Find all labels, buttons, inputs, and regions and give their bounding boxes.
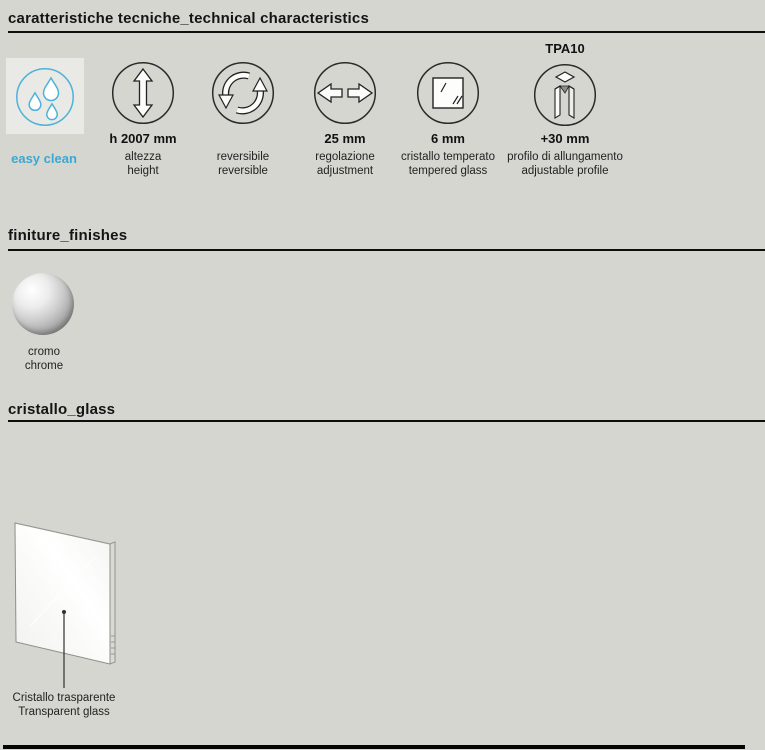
feature-extension-profile — [490, 34, 640, 194]
feature-label-it: cristallo temperato — [401, 151, 495, 163]
feature-label-en: adjustable profile — [521, 164, 609, 177]
glass-labels — [4, 692, 124, 719]
height-double-arrow-icon — [111, 61, 175, 125]
feature-value: 6 mm — [431, 131, 465, 146]
finish-label-it: cromo — [28, 346, 60, 358]
feature-label-it: profilo di allungamento — [507, 151, 623, 163]
glass-label-it: Cristallo trasparente — [12, 692, 116, 704]
finishes-section-divider — [8, 249, 765, 251]
feature-value: +30 mm — [540, 131, 590, 146]
feature-label-it: easy clean — [11, 151, 77, 166]
technical-section-divider — [8, 31, 765, 33]
adjustment-horizontal-arrows-icon — [313, 61, 377, 125]
extension-profile-icon — [533, 63, 597, 127]
glass-section-divider — [8, 420, 765, 422]
feature-label-en: height — [127, 164, 159, 177]
finishes-section-title: finiture_finishes — [8, 227, 128, 244]
feature-label-en: adjustment — [316, 164, 374, 177]
transparent-glass-panel — [8, 518, 120, 690]
feature-label-it: regolazione — [315, 151, 375, 163]
chrome-finish-swatch — [12, 273, 74, 335]
glass-section-title: cristallo_glass — [8, 401, 116, 418]
reversible-rotation-icon — [211, 61, 275, 125]
feature-label-it: reversibile — [216, 151, 270, 163]
feature-label-en: reversible — [218, 164, 268, 177]
feature-label-en: tempered glass — [408, 164, 488, 177]
tempered-glass-pane-icon — [416, 61, 480, 125]
easy-clean-drops-icon — [15, 67, 75, 127]
glass-label-en: Transparent glass — [18, 705, 110, 718]
profile-code: TPA10 — [545, 41, 585, 56]
feature-value: h 2007 mm — [109, 131, 177, 146]
finish-labels — [0, 346, 104, 373]
feature-label-it: altezza — [124, 151, 162, 163]
page-bottom-rule — [3, 745, 745, 749]
feature-value: 25 mm — [324, 131, 366, 146]
finish-label-en: chrome — [24, 359, 64, 372]
technical-section-title: caratteristiche tecniche_technical characteristics — [8, 10, 370, 27]
